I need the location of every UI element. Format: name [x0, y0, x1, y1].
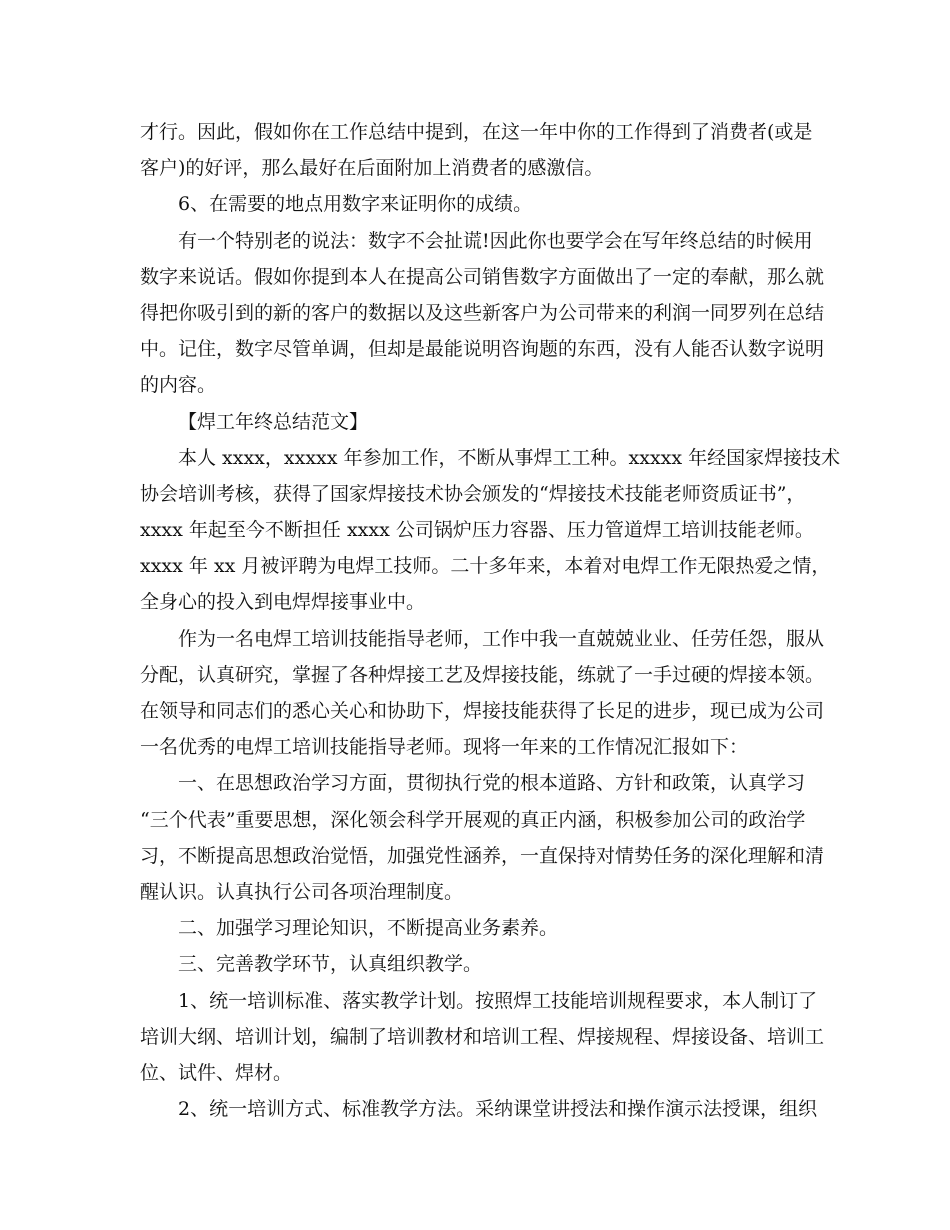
text-line: 2、统一培训方式、标准教学方法。采纳课堂讲授法和操作演示法授课，组织 — [178, 1098, 818, 1121]
text-line: 6、在需要的地点用数字来证明你的成绩。 — [178, 193, 533, 216]
text-line: 协会培训考核，获得了国家焊接技术协会颁发的“焊接技术技能老师资质证书”， — [140, 482, 806, 505]
text-line: 作为一名电焊工培训技能指导老师，工作中我一直兢兢业业、任劳任怨，服从 — [178, 627, 825, 650]
text-line: 【焊工年终总结范文】 — [178, 410, 369, 433]
text-line: 中。记住，数字尽管单调，但却是最能说明咨询题的东西，没有人能否认数字说明 — [140, 338, 825, 361]
text-line: 醒认识。认真执行公司各项治理制度。 — [140, 880, 464, 903]
text-line: 得把你吸引到的新的客户的数据以及这些新客户为公司带来的利润一同罗列在总结 — [140, 301, 825, 324]
text-line: 一、在思想政治学习方面，贯彻执行党的根本道路、方针和政策，认真学习 — [178, 772, 806, 795]
text-line: 数字来说话。假如你提到本人在提高公司销售数字方面做出了一定的奉献，那么就 — [140, 265, 825, 288]
text-line: 一名优秀的电焊工培训技能指导老师。现将一年来的工作情况汇报如下： — [140, 736, 749, 759]
text-line: 本人 xxxx，xxxxx 年参加工作，不断从事焊工工种。xxxxx 年经国家焊接技术 — [178, 446, 841, 469]
text-line: 全身心的投入到电焊焊接事业中。 — [140, 591, 426, 614]
text-line: 才行。因此，假如你在工作总结中提到，在这一年中你的工作得到了消费者(或是 — [140, 121, 813, 143]
text-line: 的内容。 — [140, 374, 217, 397]
text-line: 1、统一培训标准、落实教学计划。按照焊工技能培训规程要求，本人制订了 — [178, 989, 818, 1012]
text-line: 客户)的好评，那么最好在后面附加上消费者的感激信。 — [140, 157, 604, 180]
document-body — [140, 114, 841, 1127]
text-line: 习，不断提高思想政治觉悟，加强党性涵养，一直保持对情势任务的深化理解和清 — [140, 844, 825, 867]
text-line: 二、加强学习理论知识，不断提高业务素养。 — [178, 917, 559, 940]
text-line: “三个代表”重要思想，深化领会科学开展观的真正内涵，积极参加公司的政治学 — [140, 808, 806, 831]
text-line: 培训大纲、培训计划，编制了培训教材和培训工程、焊接规程、焊接设备、培训工 — [140, 1025, 825, 1048]
text-line: 分配，认真研究，掌握了各种焊接工艺及焊接技能，练就了一手过硬的焊接本领。 — [140, 663, 825, 686]
text-line: 在领导和同志们的悉心关心和协助下，焊接技能获得了长足的进步，现已成为公司 — [140, 700, 825, 722]
text-line: 有一个特别老的说法：数字不会扯谎!因此你也要学会在写年终总结的时候用 — [178, 229, 813, 252]
text-line: xxxx 年起至今不断担任 xxxx 公司锅炉压力容器、压力管道焊工培训技能老师。 — [140, 519, 814, 542]
text-line: 位、试件、焊材。 — [140, 1061, 293, 1084]
text-line: xxxx 年 xx 月被评聘为电焊工技师。二十多年来，本着对电焊工作无限热爱之情， — [140, 555, 831, 578]
text-line: 三、完善教学环节，认真组织教学。 — [178, 953, 483, 976]
